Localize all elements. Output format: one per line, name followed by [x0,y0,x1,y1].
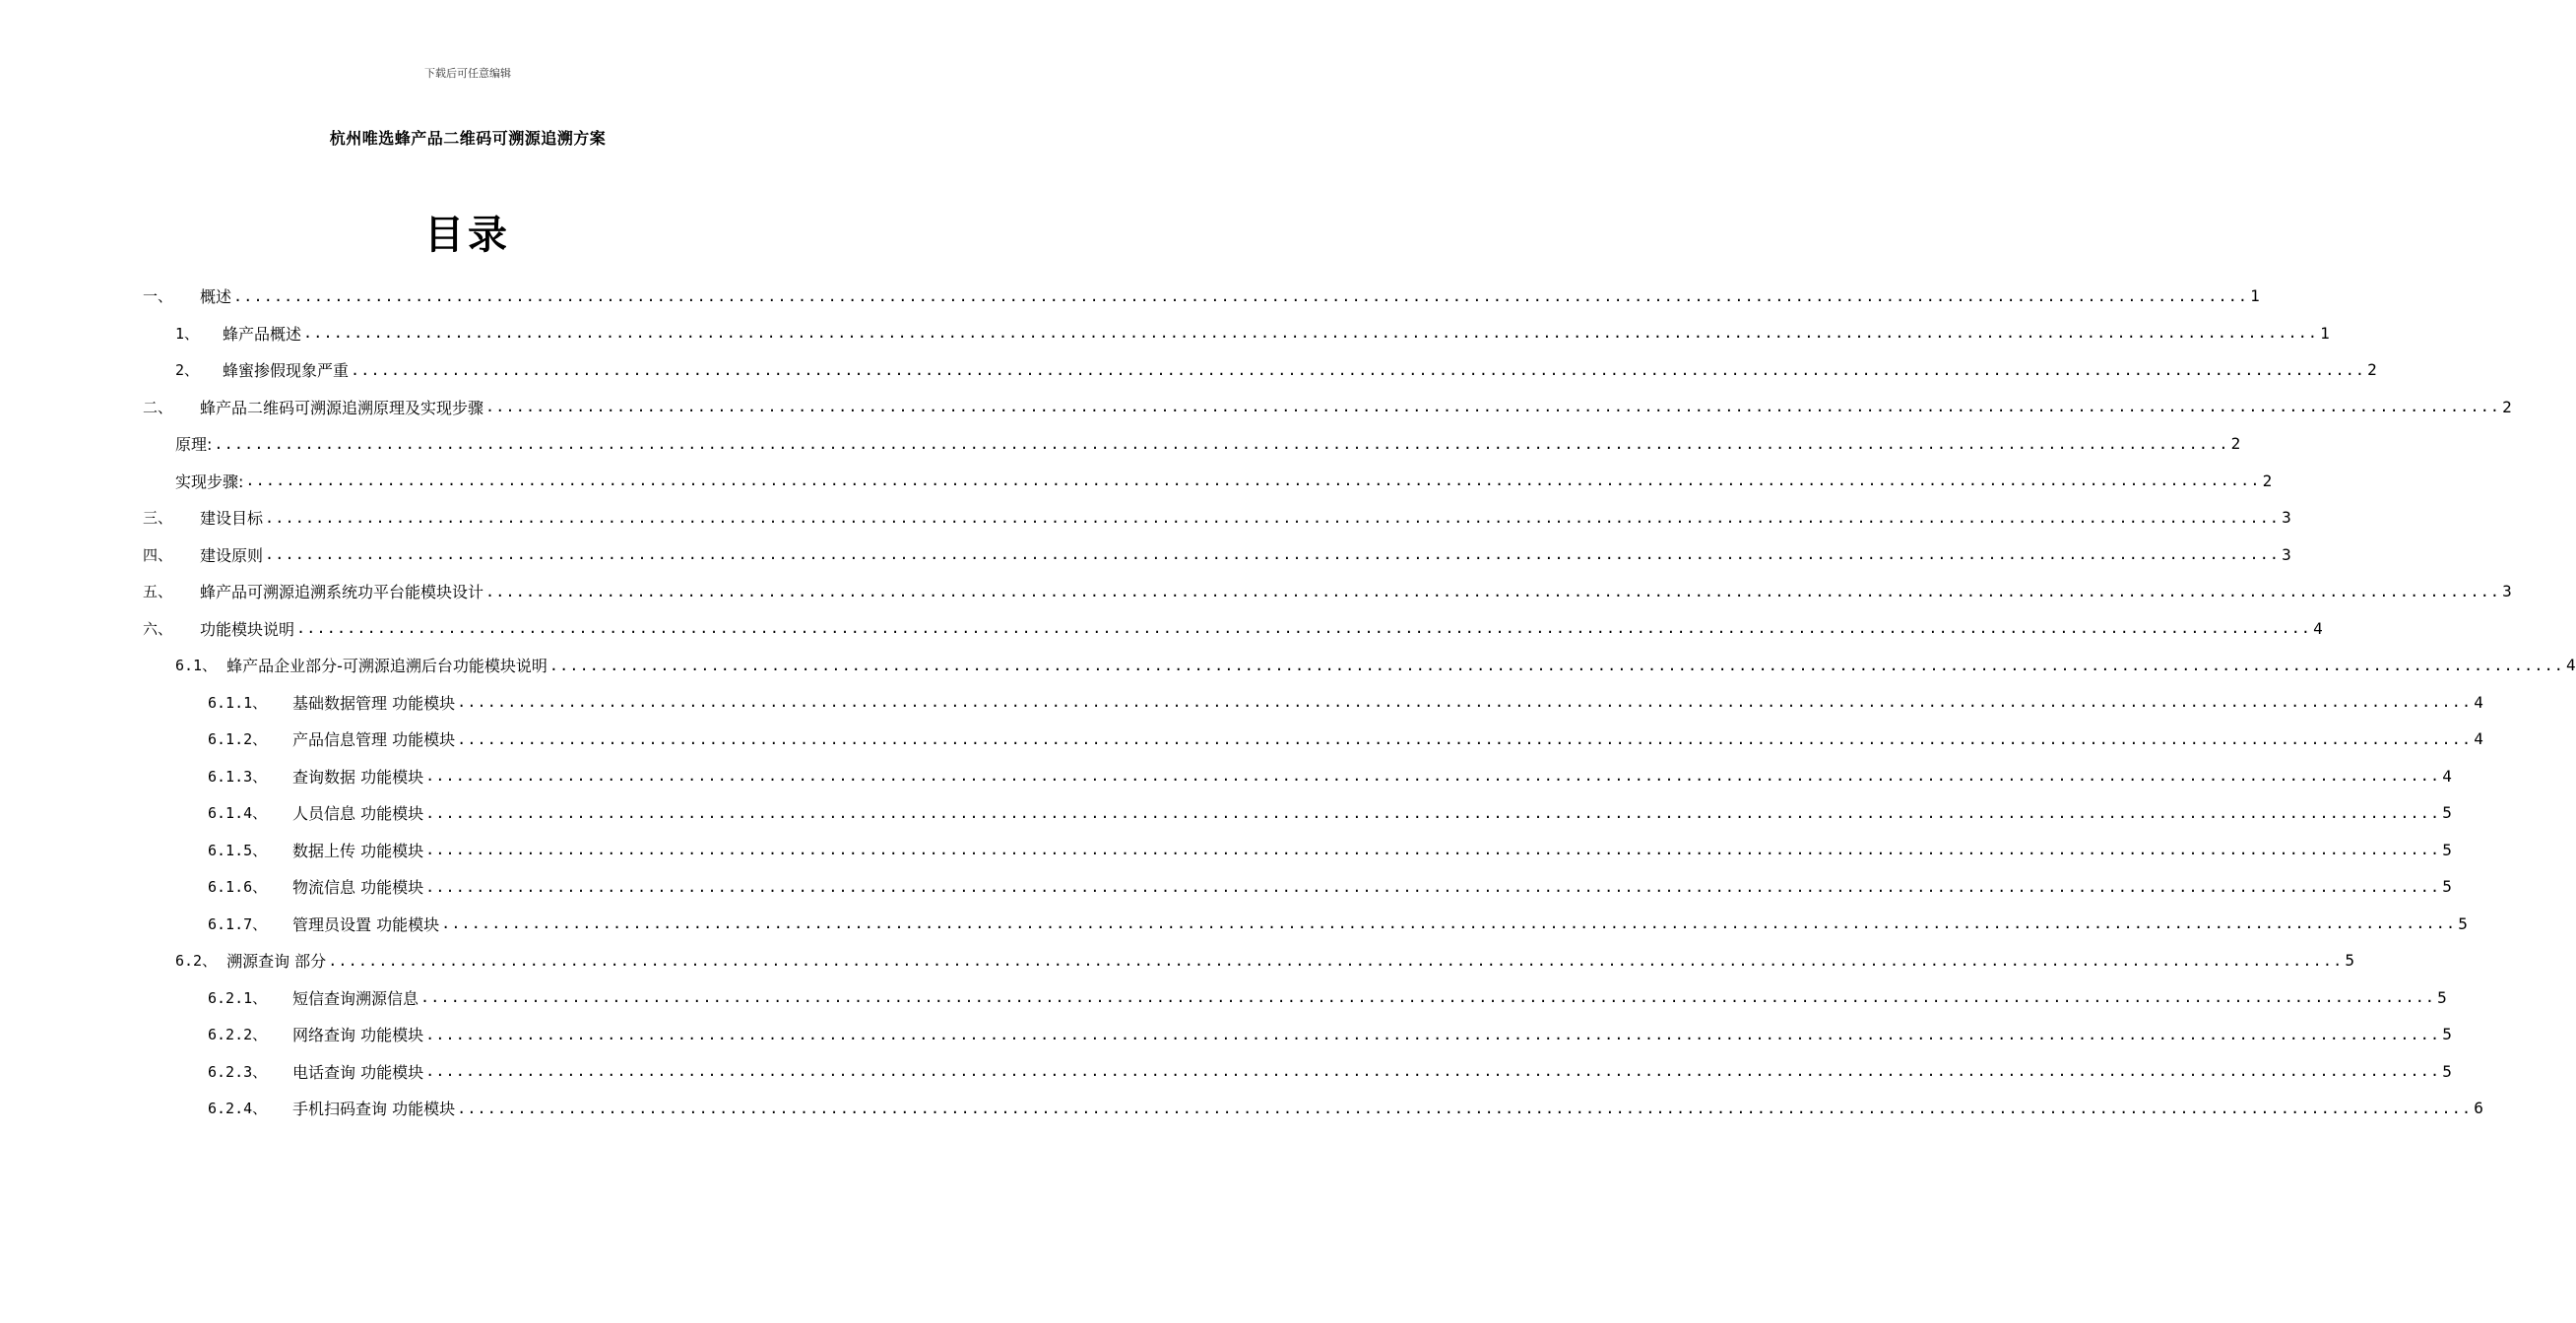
toc-entry-title: 建设目标 [200,509,264,528]
toc-entry-number: 二、 [143,398,173,416]
toc-leader-dots: ........................................................................................................................................................................................................ [328,951,2344,970]
toc-entry-title: 溯源查询 部分 [226,952,327,971]
toc-entry-page-number: 5 [2437,987,2447,1007]
toc-entry-title: 概述 [200,287,232,306]
toc-entry-page-number: 3 [2282,508,2291,527]
toc-leader-dots: ........................................................................................................................................................................................................ [245,472,2261,489]
toc-entry-page-number: 3 [2502,582,2512,600]
toc-entry[interactable] [0,906,2468,942]
toc-entry-number: 6.1.2、 [208,730,268,748]
toc-leader-dots: ........................................................................................................................................................................................................ [214,434,2229,453]
toc-entry-title: 蜂产品企业部分-可溯源追溯后台功能模块说明 [226,657,547,675]
toc-leader-dots: ........................................................................................................................................................................................................ [425,841,2441,858]
toc-entry-page-number: 5 [2442,803,2452,822]
toc-entry-number: 6.2.3、 [208,1062,268,1081]
toc-entry-title: 蜂产品可溯源追溯系统功平台能模块设计 [200,583,484,601]
toc-entry-page-number: 5 [2442,840,2452,859]
toc-entry-number: 6.2.4、 [208,1100,268,1117]
toc-entry-title: 管理员设置 功能模块 [292,914,440,934]
toc-entry-number: 6.1.6、 [208,878,268,896]
toc-entry-number: 6.2.2、 [208,1026,268,1043]
toc-entry[interactable] [0,832,2452,868]
toc-entry-page-number: 5 [2442,1061,2452,1081]
toc-entry-number: 6.2、 [175,952,218,970]
toc-entry[interactable] [0,942,2354,978]
toc-entry[interactable] [0,536,2291,573]
toc-entry-title: 物流信息 功能模块 [292,878,424,897]
toc-entry[interactable] [0,610,2323,647]
header-note: 下载后可任意编辑 [424,67,511,80]
toc-leader-dots: ........................................................................................................................................................................................................ [425,803,2441,822]
toc-leader-dots: ........................................................................................................................................................................................................ [425,1025,2441,1043]
toc-entry-page-number: 5 [2345,951,2354,970]
toc-entry-number: 6.1.7、 [208,914,268,933]
toc-entry[interactable] [0,1016,2452,1052]
toc-entry[interactable] [0,647,2576,683]
toc-entry-title: 基础数据管理 功能模块 [292,693,456,713]
toc-entry-page-number: 4 [2474,729,2483,748]
toc-leader-dots: ........................................................................................................................................................................................................ [457,729,2473,748]
toc-entry-title: 人员信息 功能模块 [292,804,424,823]
toc-entry[interactable] [0,389,2512,425]
toc-entry-page-number: 2 [2502,397,2512,416]
toc-leader-dots: ........................................................................................................................................................................................................ [425,877,2441,896]
toc-entry-page-number: 2 [2367,360,2377,379]
toc-entry-page-number: 4 [2474,692,2483,712]
toc-leader-dots: ........................................................................................................................................................................................................ [265,508,2281,527]
toc-leader-dots: ........................................................................................................................................................................................................ [351,360,2366,379]
toc-entry-number: 6.1、 [175,657,218,674]
toc-entry-page-number: 5 [2458,914,2468,933]
toc-entry-page-number: 1 [2250,286,2260,305]
toc-entry-page-number: 5 [2442,877,2452,896]
toc-entry-number: 三、 [143,509,173,527]
toc-leader-dots: ........................................................................................................................................................................................................ [548,656,2565,674]
toc-entry[interactable] [0,868,2452,905]
toc-entry-title: 蜂产品二维码可溯源追溯原理及实现步骤 [200,398,484,417]
toc-entry-number: 一、 [143,287,173,305]
toc-entry-number: 6.1.1、 [208,693,268,712]
toc-entry[interactable] [0,278,2260,314]
toc-entry-title: 短信查询溯源信息 [292,988,419,1008]
toc-entry-title: 手机扫码查询 功能模块 [292,1100,456,1118]
toc-leader-dots: ........................................................................................................................................................................................................ [425,767,2441,785]
toc-entry[interactable] [0,794,2452,831]
toc-entry-title: 实现步骤: [175,472,244,491]
toc-entry[interactable] [0,351,2377,388]
toc-entry-page-number: 4 [2442,766,2452,786]
toc-leader-dots: ........................................................................................................................................................................................................ [420,988,2436,1006]
toc-entry[interactable] [0,979,2447,1016]
toc-leader-dots: ........................................................................................................................................................................................................ [485,398,2501,415]
toc-entry-page-number: 2 [2262,471,2273,490]
toc-entry[interactable] [0,1053,2452,1090]
toc-entry-title: 蜂蜜掺假现象严重 [223,361,350,380]
toc-entry-number: 6.1.5、 [208,841,268,859]
toc-leader-dots: ........................................................................................................................................................................................................ [425,1062,2441,1080]
toc-entry[interactable] [0,499,2291,536]
toc-entry-title: 蜂产品概述 [223,324,302,344]
toc-entry-page-number: 2 [2230,434,2241,453]
toc-entry[interactable] [0,315,2330,351]
toc-leader-dots: ........................................................................................................................................................................................................ [457,693,2473,711]
toc-entry-number: 6.2.1、 [208,988,268,1007]
toc-entry-number: 四、 [143,545,173,564]
toc-entry-number: 六、 [143,619,173,638]
toc-entry[interactable] [0,684,2483,721]
toc-entry-title: 数据上传 功能模块 [292,841,424,860]
toc-entry[interactable] [0,425,2241,462]
toc-entry-page-number: 4 [2566,656,2576,674]
toc-heading: 目录 [424,213,511,258]
toc-leader-dots: ........................................................................................................................................................................................................ [233,286,2249,305]
toc-entry-number: 2、 [175,361,200,379]
toc-entry-page-number: 4 [2313,618,2323,638]
toc-entry[interactable] [0,1090,2483,1126]
toc-entry-title: 电话查询 功能模块 [292,1062,424,1082]
toc-entry-title: 功能模块说明 [200,619,295,639]
toc-leader-dots: ........................................................................................................................................................................................................ [303,324,2319,342]
toc-leader-dots: ........................................................................................................................................................................................................ [441,914,2457,932]
toc-entry[interactable] [0,721,2483,757]
toc-entry-title: 网络查询 功能模块 [292,1026,424,1044]
toc-entry-title: 产品信息管理 功能模块 [292,730,456,749]
toc-entry-number: 五、 [143,583,173,600]
toc-entry[interactable] [0,573,2512,609]
document-title: 杭州唯选蜂产品二维码可溯源追溯方案 [329,129,607,148]
toc-entry-title: 原理: [175,435,213,454]
toc-entry-page-number: 3 [2282,544,2291,564]
toc-entry-title: 查询数据 功能模块 [292,767,424,787]
toc-entry[interactable] [0,463,2273,499]
toc-leader-dots: ........................................................................................................................................................................................................ [485,582,2501,600]
toc-entry-page-number: 1 [2320,323,2330,343]
toc-leader-dots: ........................................................................................................................................................................................................ [457,1099,2473,1117]
toc-entry-number: 1、 [175,324,200,343]
toc-leader-dots: ........................................................................................................................................................................................................ [296,619,2312,637]
toc-entry-page-number: 6 [2474,1099,2483,1117]
toc-entry[interactable] [0,758,2452,794]
toc-entry-number: 6.1.4、 [208,804,268,822]
toc-entry-number: 6.1.3、 [208,767,268,786]
toc-leader-dots: ........................................................................................................................................................................................................ [265,545,2281,563]
toc-entry-title: 建设原则 [200,545,264,565]
toc-entry-page-number: 5 [2442,1025,2452,1043]
